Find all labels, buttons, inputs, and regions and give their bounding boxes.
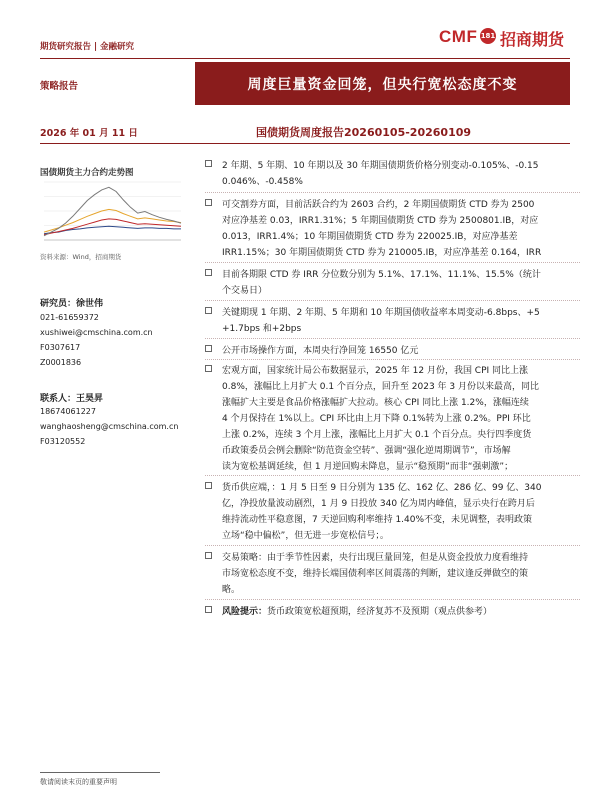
analyst-email[interactable]: xushiwei@cmschina.com.cn [40, 328, 153, 337]
report-title: 国债期货周度报告20260105-20260109 [256, 126, 472, 139]
analyst-label: 研究员：徐世伟 [40, 299, 104, 309]
bullet-money-supply: 货币供应端，：1 月 5 日至 9 日分别为 135 亿、162 亿、286 亿、99 亿、340 亿，净投放量波动剧烈，1 月 9 日投放 340 亿为周内峰值，显示央行在跨月后 维持流动性平稳意图，7 天逆回购利率维持 1.40%不变，未见调整，表明政策 立场“稳中偏松”，但无进一步宽松信号；。 [205, 480, 580, 544]
risk-text: 货币政策宽松超预期，经济复苏不及预期（观点供参考） [267, 607, 493, 617]
contact-info [40, 404, 178, 449]
square-bullet-icon [205, 269, 212, 276]
bullet-irr: 目前各期限 CTD 券 IRR 分位数分别为 5.1%、17.1%、11.1%、15.5%（统计 个交易日） [205, 267, 580, 299]
bullet-strategy: 交易策略：由于季节性因素，央行出现巨量回笼，但是从资金投放力度看维持 市场宽松态度不变，维持长端国债利率区间震荡的判断，建议逢反弹做空的策 略。 [205, 550, 580, 598]
bullet-yield: 关键期现 1 年期、2 年期、5 年期和 10 年期国债收益率本周变动-6.8bps、+5 +1.7bps 和+2bps [205, 305, 580, 337]
bullet-macro: 宏观方面，国家统计局公布数据显示，2025 年 12 月份，我国 CPI 同比上涨 0.8%，涨幅比上月扩大 0.1 个百分点，回升至 2023 年 3 月份以来最高，同比 涨幅扩大主要是食品价格涨幅扩大拉动。核心 CPI 同比上涨 1.2%，涨幅连续 4 个月保持在 1%以上。CPI 环比由上月下降 0.1%转为上涨 0.2%。PPI 环比 上涨 0.2%，连续 3 个月上涨，涨幅比上月扩大 0.1 个百分点。央行四季度货 币政策委员会例会删除“防范资金空转”、强调“强化逆周期调节”，市场解 读为宽松基调延续，但 1 月逆回购未降息，显示“稳预期”而非“强刺激”； [205, 363, 580, 475]
dotted-divider [205, 338, 580, 339]
dotted-divider [205, 599, 580, 600]
analyst-license: F0307617 [40, 343, 81, 352]
square-bullet-icon [205, 365, 212, 372]
chart-title: 国债期货主力合约走势图 [40, 168, 134, 178]
report-date: 2026 年 01 月 11 日 [40, 128, 138, 139]
dotted-divider [205, 192, 580, 193]
dotted-divider [205, 300, 580, 301]
header-divider [40, 58, 570, 59]
square-bullet-icon [205, 606, 212, 613]
risk-label: 风险提示： [222, 607, 268, 617]
square-bullet-icon [205, 199, 212, 206]
chart-source: 资料来源：Wind，招商期货 [40, 253, 122, 261]
analyst-license: Z0001836 [40, 358, 82, 367]
contact-email[interactable]: wanghaosheng@cmschina.com.cn [40, 422, 179, 431]
futures-trend-chart [40, 178, 185, 248]
bullet-risk [205, 604, 580, 620]
square-bullet-icon [205, 307, 212, 314]
square-bullet-icon [205, 482, 212, 489]
report-type: 策略报告 [40, 81, 79, 92]
footer-disclaimer: 敬请阅读末页的重要声明 [40, 778, 117, 786]
square-bullet-icon [205, 160, 212, 167]
banner-title: 周度巨量资金回笼，但央行宽松态度不变 [195, 62, 570, 105]
contact-phone: 18674061227 [40, 407, 96, 416]
brand-logo-name: 招商期货 [500, 30, 565, 49]
footer-divider [40, 772, 160, 773]
analyst-contact [40, 310, 153, 370]
contact-license: F03120552 [40, 437, 86, 446]
analyst-phone: 021-61659372 [40, 313, 99, 322]
square-bullet-icon [205, 552, 212, 559]
dotted-divider [205, 262, 580, 263]
square-bullet-icon [205, 345, 212, 352]
header-breadcrumb: 期货研究报告 | 金融研究 [40, 42, 135, 52]
dotted-divider [205, 359, 580, 360]
bullet-price-change: 2 年期、5 年期、10 年期以及 30 年期国债期货价格分别变动-0.105%、-0.15 0.046%、-0.458% [205, 158, 580, 190]
contact-label: 联系人：王昊昇 [40, 394, 104, 404]
bullet-open-market: 公开市场操作方面，本周央行净回笼 16550 亿元 [205, 343, 580, 359]
title-divider [40, 143, 570, 144]
brand-logo-latin: CMF [439, 27, 478, 46]
bullet-ctd: 可交割券方面，目前活跃合约为 2603 合约，2 年期国债期货 CTD 券为 2500 对应净基差 0.03，IRR1.31%；5 年期国债期货 CTD 券为 2500801.IB，对应 0.013，IRR1.4%；10 年期国债期货 CTD 券为 220025.IB，对应净基差 IRR1.15%；30 年期国债期货 CTD 券为 210005.IB，对应净基差 0.164，IRR [205, 197, 580, 261]
dotted-divider [205, 475, 580, 476]
brand-logo-badge: 181 [480, 28, 496, 44]
dotted-divider [205, 545, 580, 546]
